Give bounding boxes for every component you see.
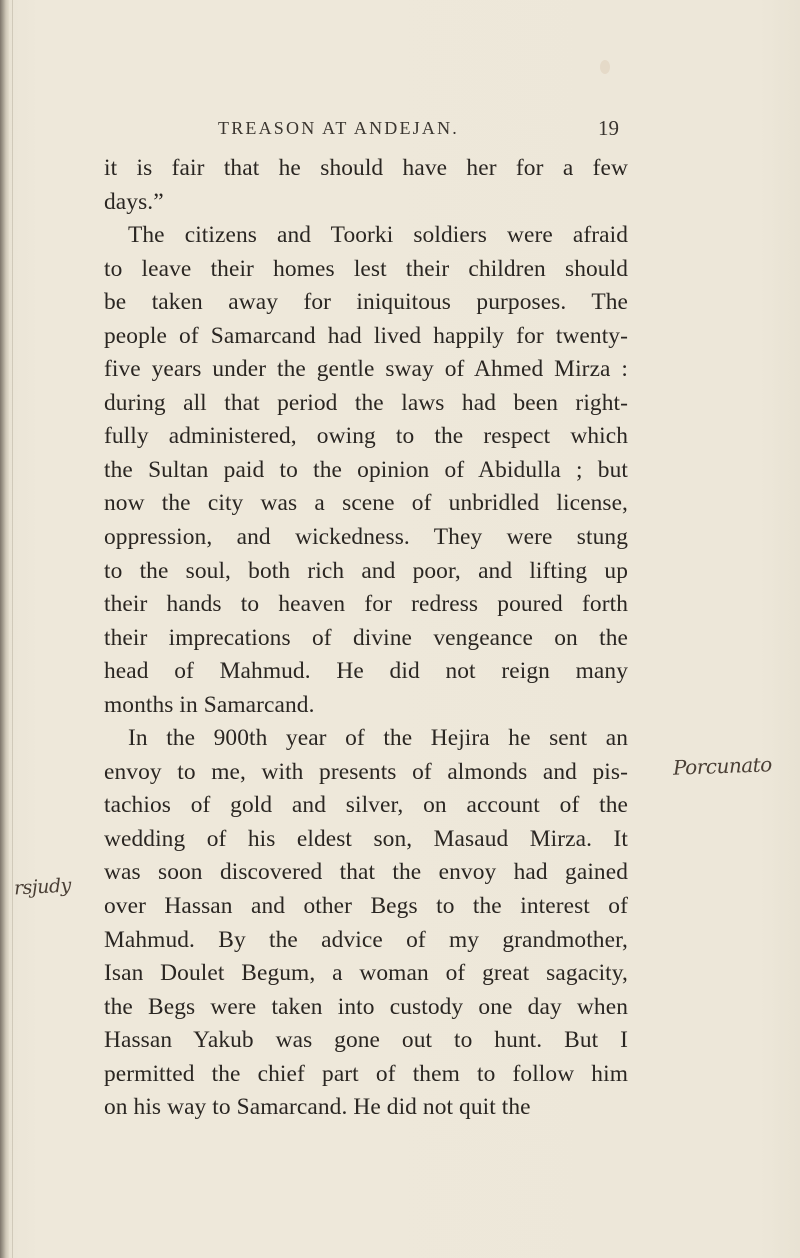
paper-stain	[600, 60, 610, 74]
text-line: days.”	[104, 188, 164, 215]
text-line: The citizens and Toorki soldiers were afraid	[128, 222, 628, 249]
text-line: months in Samarcand.	[104, 691, 315, 718]
text-line: the Begs were taken into custody one day when	[104, 993, 628, 1020]
page-number: 19	[598, 116, 619, 140]
text-line: to leave their homes lest their children should	[104, 255, 628, 282]
text-line: five years under the gentle sway of Ahmed Mirza :	[104, 356, 628, 383]
text-line: In the 900th year of the Hejira he sent an	[128, 725, 628, 752]
text-line: now the city was a scene of unbridled license,	[104, 490, 628, 517]
handwritten-margin-note-right: Porcunato	[672, 752, 773, 780]
handwritten-margin-note-left: rsjudy	[13, 874, 72, 900]
text-line: Hassan Yakub was gone out to hunt. But I	[104, 1027, 628, 1054]
text-line: to the soul, both rich and poor, and lifting up	[104, 557, 628, 584]
text-line: fully administered, owing to the respect which	[104, 423, 628, 450]
text-line: over Hassan and other Begs to the interest of	[104, 893, 628, 920]
running-head-title: TREASON AT ANDEJAN.	[218, 118, 459, 138]
text-line: wedding of his eldest son, Masaud Mirza. It	[104, 825, 628, 852]
running-head	[0, 118, 800, 148]
text-line: be taken away for iniquitous purposes. The	[104, 289, 628, 316]
text-line: on his way to Samarcand. He did not quit the	[104, 1094, 531, 1121]
binding-edge	[0, 0, 9, 1258]
text-line: permitted the chief part of them to follow him	[104, 1060, 628, 1087]
text-line: tachios of gold and silver, on account of the	[104, 792, 628, 819]
page-edge-line	[12, 0, 13, 1258]
text-line: it is fair that he should have her for a few	[104, 155, 628, 181]
text-line: was soon discovered that the envoy had gained	[104, 859, 628, 886]
text-line: people of Samarcand had lived happily for twenty-	[104, 322, 628, 349]
text-line: envoy to me, with presents of almonds and pis-	[104, 758, 628, 785]
text-line: during all that period the laws had been right-	[104, 389, 628, 416]
text-line: head of Mahmud. He did not reign many	[104, 658, 628, 685]
text-line: their imprecations of divine vengeance on the	[104, 624, 628, 651]
text-line: oppression, and wickedness. They were stung	[104, 524, 628, 551]
text-line: their hands to heaven for redress poured forth	[104, 591, 628, 618]
body-text	[104, 152, 628, 1125]
text-line: Isan Doulet Begum, a woman of great sagacity,	[104, 960, 628, 987]
text-line: Mahmud. By the advice of my grandmother,	[104, 926, 628, 953]
text-line: the Sultan paid to the opinion of Abidulla ; but	[104, 456, 628, 483]
